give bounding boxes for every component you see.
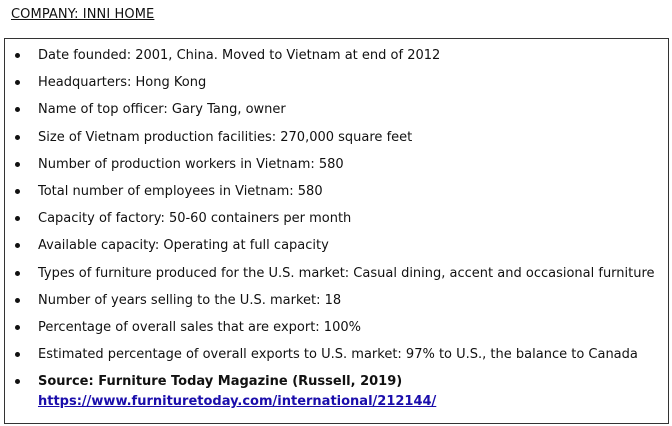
fact-facility-size (5, 124, 668, 151)
fact-text: Types of furniture produced for the U.S. market: Casual dining, accent and occasional furniture (38, 265, 655, 281)
bullet-icon (15, 80, 20, 85)
bullet-icon (15, 325, 20, 330)
bullet-icon (15, 53, 20, 58)
fact-date-founded (5, 42, 668, 69)
bullet-icon (15, 243, 20, 248)
fact-text: Number of production workers in Vietnam: 580 (38, 156, 344, 172)
bullet-icon (15, 352, 20, 357)
fact-text: Percentage of overall sales that are export: 100% (38, 319, 361, 335)
bullet-icon (15, 379, 20, 384)
fact-furniture-types (5, 260, 668, 287)
fact-total-employees (5, 178, 668, 205)
bullet-icon (15, 216, 20, 221)
fact-production-workers (5, 151, 668, 178)
facts-list (5, 42, 668, 395)
fact-export-share (5, 314, 668, 341)
fact-us-export-share (5, 341, 668, 368)
company-profile-box (4, 38, 669, 424)
bullet-icon (15, 135, 20, 140)
fact-text: Capacity of factory: 50-60 containers per month (38, 211, 352, 227)
company-heading: COMPANY: INNI HOME (11, 7, 155, 22)
bullet-icon (15, 189, 20, 194)
bullet-icon (15, 107, 20, 112)
bullet-icon (15, 162, 20, 167)
fact-text: Number of years selling to the U.S. market: 18 (38, 292, 342, 308)
source-citation: Source: Furniture Today Magazine (Russell, 2019) (38, 374, 403, 390)
fact-headquarters (5, 69, 668, 96)
fact-top-officer (5, 96, 668, 123)
fact-text: Headquarters: Hong Kong (38, 75, 207, 91)
source-link[interactable]: https://www.furnituretoday.com/international/212144/ (38, 394, 437, 409)
fact-available-capacity (5, 232, 668, 259)
fact-text: Available capacity: Operating at full capacity (38, 238, 329, 254)
fact-text: Date founded: 2001, China. Moved to Vietnam at end of 2012 (38, 48, 441, 63)
fact-text: Size of Vietnam production facilities: 270,000 square feet (38, 129, 413, 145)
bullet-icon (15, 298, 20, 303)
fact-source (5, 368, 668, 395)
fact-years-selling (5, 287, 668, 314)
fact-text: Total number of employees in Vietnam: 580 (38, 183, 323, 199)
bullet-icon (15, 271, 20, 276)
fact-factory-capacity (5, 205, 668, 232)
fact-text: Estimated percentage of overall exports to U.S. market: 97% to U.S., the balance to Canada (38, 347, 638, 363)
fact-text: Name of top officer: Gary Tang, owner (38, 102, 286, 118)
